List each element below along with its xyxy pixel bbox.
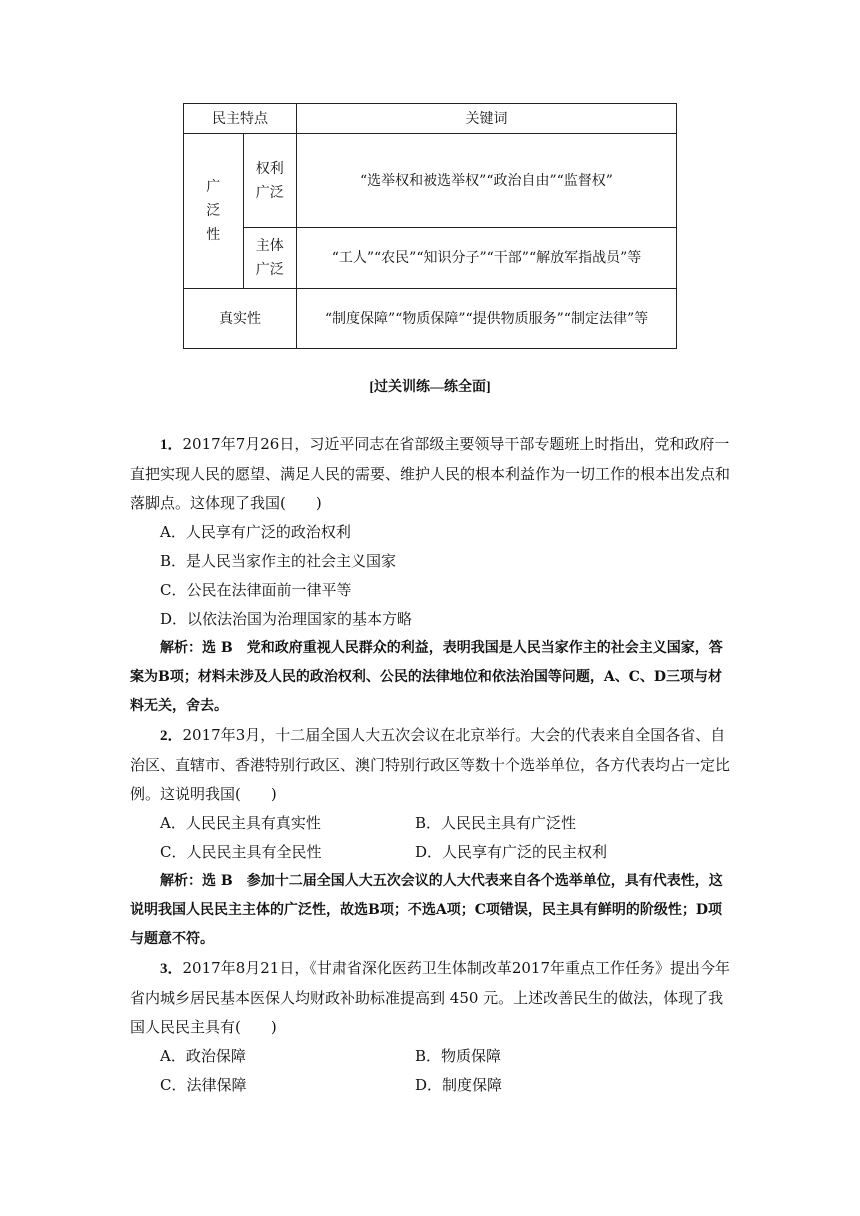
question-1-analysis — [130, 634, 730, 721]
table-row — [184, 289, 677, 349]
question-2-options-row-2 — [130, 838, 730, 867]
question-2-option-d: D．人民享有广泛的民主权利 — [415, 843, 608, 861]
question-1-option-d: D．以依法治国为治理国家的基本方略 — [160, 610, 413, 628]
question-2-option-c: C．人民民主具有全民性 — [160, 843, 322, 861]
group-label-char: 性 — [206, 227, 221, 243]
question-2-analysis-text: 选 B 参加十二届全国人大五次会议的人大代表来自各个选举单位，具有代表性，这说明我国人民民主主体的广泛性，故选B项；不选A项；C项错误，民主具有鲜明的阶级性；D项与题意不符。 — [130, 873, 723, 947]
question-3-option-c: C．法律保障 — [160, 1076, 247, 1094]
analysis-label: 解析： — [160, 873, 202, 889]
group-label-char: 泛 — [206, 203, 221, 219]
sub-label-rights: 权利广泛 — [243, 134, 296, 228]
questions-body — [130, 430, 730, 1100]
group-label-cell — [184, 134, 244, 289]
question-1-stem — [130, 430, 730, 518]
question-2-number: 2． — [160, 728, 183, 744]
question-3-option-b: B．物质保障 — [415, 1047, 502, 1065]
keywords-authentic: “制度保障”“物质保障”“提供物质服务”“制定法律”等 — [297, 289, 677, 349]
group-label-broad — [190, 175, 237, 247]
keywords-rights: “选举权和被选举权”“政治自由”“监督权” — [297, 134, 677, 228]
sub-label-subjects: 主体广泛 — [243, 228, 296, 289]
question-2-stem — [130, 721, 730, 809]
question-1-option-a: A．人民享有广泛的政治权利 — [160, 523, 351, 541]
question-3-option-d: D．制度保障 — [415, 1076, 503, 1094]
feature-authentic: 真实性 — [184, 289, 297, 349]
header-keywords: 关键词 — [297, 104, 677, 134]
question-2-text: 2017年3月，十二届全国人大五次会议在北京举行。大会的代表来自全国各省、自治区、直辖市、香港特别行政区、澳门特别行政区等数十个选举单位，各方代表均占一定比例。这说明我国( ) — [130, 726, 731, 803]
table-row — [184, 228, 677, 289]
group-label-char: 广 — [206, 179, 221, 195]
question-1-option-b: B．是人民当家作主的社会主义国家 — [160, 552, 397, 570]
question-1-option-c: C．公民在法律面前一律平等 — [160, 581, 352, 599]
question-2-option-b: B．人民民主具有广泛性 — [415, 814, 577, 832]
question-3-options-row-1 — [130, 1042, 730, 1071]
question-3-options-row-2 — [130, 1071, 730, 1100]
question-2-analysis — [130, 867, 730, 954]
question-3-stem — [130, 954, 730, 1042]
section-title: [过关训练—练全面] — [369, 380, 491, 395]
question-2-options-row-1 — [130, 809, 730, 838]
question-1-number: 1． — [160, 437, 183, 453]
question-3-option-a: A．政治保障 — [160, 1047, 246, 1065]
header-feature: 民主特点 — [184, 104, 297, 134]
democracy-keyword-table — [183, 103, 677, 349]
table-row — [184, 134, 677, 228]
question-2-option-a: A．人民民主具有真实性 — [160, 814, 321, 832]
question-1-text: 2017年7月26日，习近平同志在省部级主要领导干部专题班上时指出，党和政府一直把实现人民的愿望、满足人民的需要、维护人民的根本利益作为一切工作的根本出发点和落脚点。这体现了我国( ) — [130, 435, 731, 512]
question-3-number: 3． — [160, 961, 183, 977]
table-header-row — [184, 104, 677, 134]
analysis-label: 解析： — [160, 640, 202, 656]
question-1-analysis-text: 选 B 党和政府重视人民群众的利益，表明我国是人民当家作主的社会主义国家，答案为B项；材料未涉及人民的政治权利、公民的法律地位和依法治国等问题，A、C、D三项与材料无关，舍去。 — [130, 640, 723, 714]
question-3-text: 2017年8月21日，《甘肃省深化医药卫生体制改革2017年重点工作任务》提出今年省内城乡居民基本医保人均财政补助标准提高到 450 元。上述改善民生的做法，体现了我国人民民主具有( ) — [130, 959, 730, 1036]
keywords-subjects: “工人”“农民”“知识分子”“干部”“解放军指战员”等 — [297, 228, 677, 289]
